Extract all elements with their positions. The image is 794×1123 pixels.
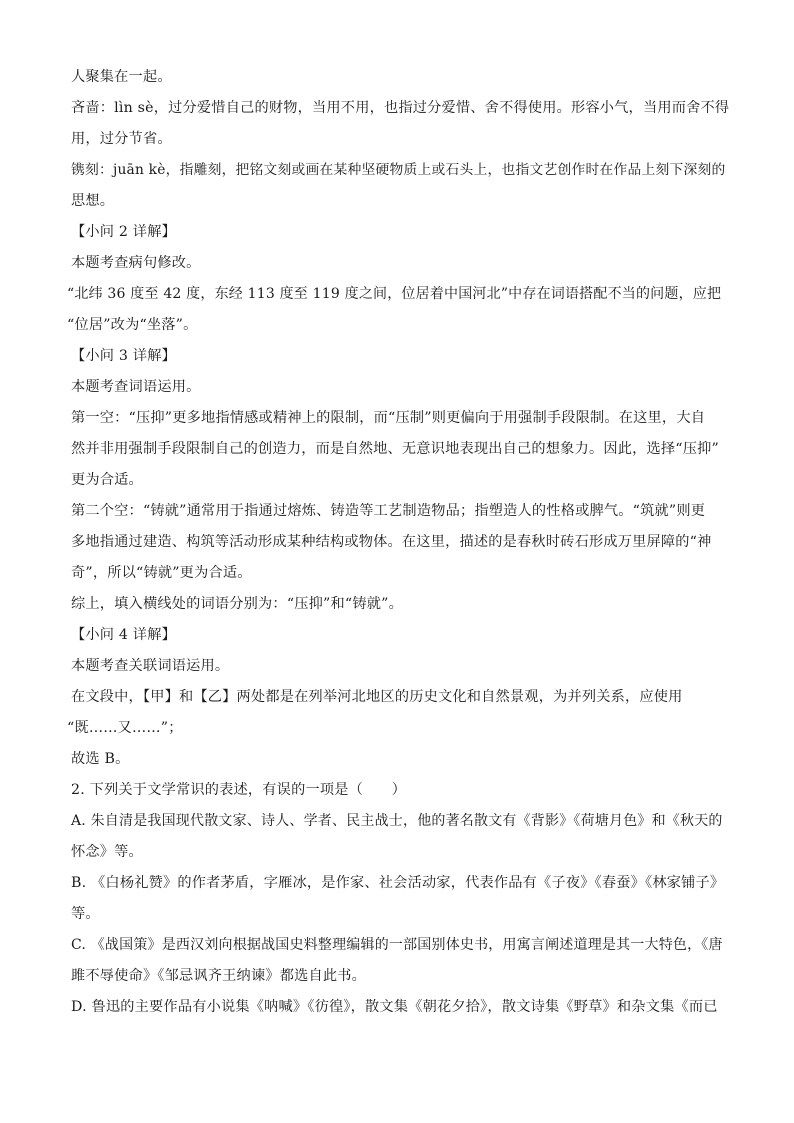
option-c: C. 《战国策》是西汉刘向根据战国史料整理编辑的一部国别体史书，用寓言阐述道理是其一大特色，《唐 [71, 937, 723, 953]
section-heading: 【小问 2 详解】 [71, 224, 176, 240]
text-line: 镌刻：juān kè，指雕刻，把铭文刻或画在某种坚硬物质上或石头上，也指文艺创作时在作品上刻下深刻的 [71, 162, 726, 178]
text-line: “北纬 36 度至 42 度，东经 113 度至 119 度之间，位居着中国河北”中存在词语搭配不当的问题，应把 [67, 286, 722, 302]
document-page [67, 62, 730, 1023]
option-a: A. 朱自清是我国现代散文家、诗人、学者、民主战士，他的著名散文有《背影》《荷塘月色》和《秋天的 [71, 813, 723, 829]
text-line: 怀念》等。 [71, 844, 143, 860]
text-line: 第二个空：“铸就”通常用于指通过熔炼、铸造等工艺制造物品；指塑造人的性格或脾气。“筑就”则更 [71, 503, 706, 519]
option-d: D. 鲁迅的主要作品有小说集《呐喊》《彷徨》，散文集《朝花夕拾》，散文诗集《野草》和杂文集《而已 [71, 999, 718, 1015]
text-line: 奇”，所以“铸就”更为合适。 [71, 565, 252, 581]
text-line: 用，过分节省。 [71, 131, 172, 147]
text-line: 故选 B。 [71, 751, 130, 767]
text-line: 人聚集在一起。 [71, 69, 172, 85]
section-heading: 【小问 4 详解】 [71, 627, 176, 643]
text-line: 多地指通过建造、构筑等活动形成某种结构或物体。在这里，描述的是春秋时砖石形成万里屏障的“神 [71, 534, 712, 550]
text-line: 综上，填入横线处的词语分别为：“压抑”和“铸就”。 [71, 596, 403, 612]
text-line: 等。 [71, 906, 100, 922]
text-line: 吝啬：lìn sè，过分爱惜自己的财物，当用不用，也指过分爱惜、舍不得使用。形容小气，当用而舍不得 [71, 100, 730, 116]
text-line: 本题考查病句修改。 [71, 255, 201, 271]
text-line: 第一空：“压抑”更多地指情感或精神上的限制，而“压制”则更偏向于用强制手段限制。在这里，大自 [71, 410, 706, 426]
text-line: 本题考查词语运用。 [71, 379, 201, 395]
text-line: 雎不辱使命》《邹忌讽齐王纳谏》都选自此书。 [71, 968, 367, 984]
text-line: 在文段中，【甲】和【乙】两处都是在列举河北地区的历史文化和自然景观，为并列关系，应使用 [71, 689, 683, 705]
text-line: 然并非用强制手段限制自己的创造力，而是自然地、无意识地表现出自己的想象力。因此，选择“压抑” [71, 441, 719, 457]
section-heading: 【小问 3 详解】 [71, 348, 176, 364]
text-line: 本题考查关联词语运用。 [71, 658, 230, 674]
text-line: 更为合适。 [71, 472, 143, 488]
text-line: 思想。 [71, 193, 115, 209]
text-line: “既……又……”； [67, 720, 183, 736]
question-stem: 2. 下列关于文学常识的表述，有误的一项是（ ） [71, 782, 407, 798]
text-line: “位居”改为“坐落”。 [67, 317, 198, 333]
option-b: B. 《白杨礼赞》的作者茅盾，字雁冰，是作家、社会活动家，代表作品有《子夜》《春蚕》《林家铺子》 [71, 875, 725, 891]
